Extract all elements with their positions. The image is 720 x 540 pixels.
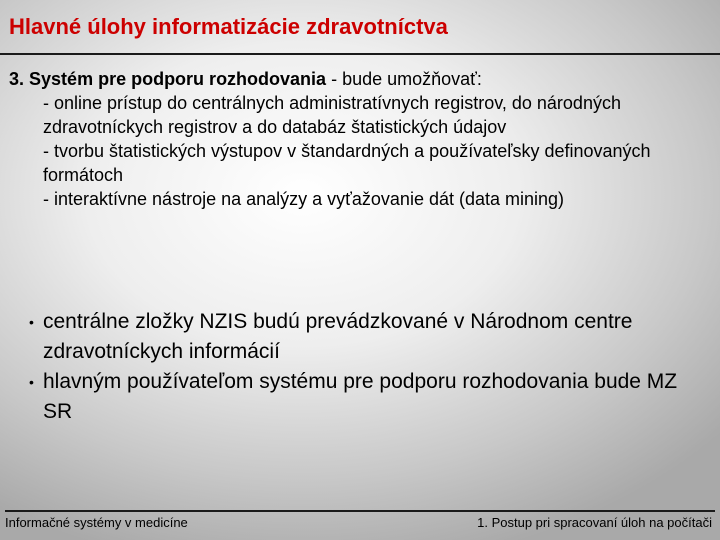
bullet-icon: •: [29, 314, 34, 330]
section-heading-suffix: - bude umožňovať:: [326, 69, 482, 89]
section-item-online-access: - online prístup do centrálnych administratívnych registrov, do národných zdravotníckych registrov a do databáz štatistických údajov: [43, 93, 621, 137]
section-item-data-mining: - interaktívne nástroje na analýzy a vyťažovanie dát (data mining): [43, 189, 565, 209]
title-divider: [0, 53, 720, 55]
bullet-item-nzis: [0, 307, 710, 367]
slide-title: Hlavné úlohy informatizácie zdravotníctva: [9, 14, 448, 39]
bullet-item-main-user: [0, 367, 710, 427]
decision-support-section: [9, 67, 709, 211]
section-item-statistical-outputs: - tvorbu štatistických výstupov v štandardných a používateľsky definovaných formátoch: [43, 141, 651, 185]
section-heading-text: Systém pre podporu rozhodovania: [29, 69, 327, 89]
bullet-text: centrálne zložky NZIS budú prevádzkované v Národnom centre zdravotníckych informácií: [43, 310, 633, 363]
bullet-icon: •: [29, 374, 34, 390]
bullet-list: [0, 307, 710, 427]
bullet-text: hlavným používateľom systému pre podporu rozhodovania bude MZ SR: [43, 370, 678, 423]
footer-lecture-name: 1. Postup pri spracovaní úloh na počítači: [477, 515, 712, 530]
section-number: 3.: [9, 69, 25, 89]
footer-divider: [5, 510, 715, 512]
section-heading: [9, 67, 709, 91]
footer-course-name: Informačné systémy v medicíne: [5, 515, 188, 530]
